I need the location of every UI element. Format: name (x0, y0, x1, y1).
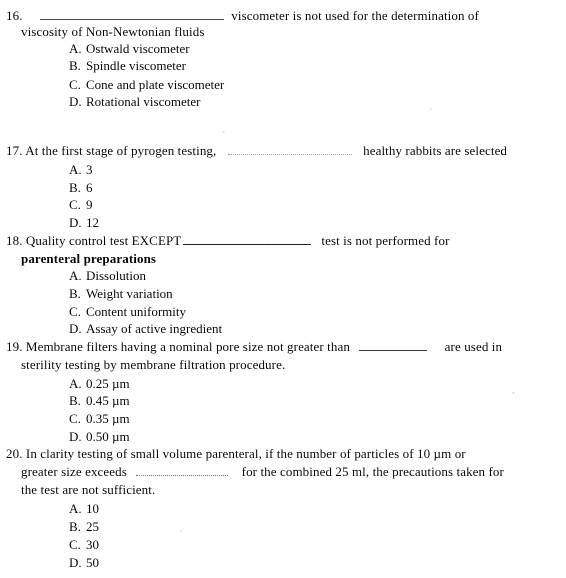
scan-speck (180, 530, 182, 532)
question-20-line-2 (21, 464, 504, 479)
answer-blank (359, 350, 427, 351)
option-letter: A. (69, 268, 82, 283)
question-stem-text: viscosity of Non-Newtonian fluids (21, 24, 205, 39)
option-letter: B. (69, 519, 81, 534)
option-b (69, 393, 130, 408)
question-17-line-1 (6, 143, 507, 158)
option-a (69, 501, 99, 516)
option-b (69, 519, 99, 534)
option-text: 12 (86, 215, 99, 230)
option-text: Cone and plate viscometer (86, 77, 225, 92)
answer-blank (228, 154, 352, 155)
question-stem-text: At the first stage of pyrogen testing, (25, 143, 217, 158)
option-letter: B. (69, 180, 81, 195)
option-letter: C. (69, 77, 81, 92)
scan-speck (430, 108, 432, 110)
option-text: 30 (86, 537, 99, 552)
option-text: 50 (86, 555, 99, 570)
option-letter: C. (69, 197, 81, 212)
option-a (69, 268, 146, 283)
question-number: 20. (6, 446, 23, 461)
option-letter: C. (69, 411, 81, 426)
question-stem-text: parenteral preparations (21, 251, 157, 266)
question-20-line-1 (6, 446, 466, 461)
option-text: 0.25 µm (86, 376, 130, 391)
option-text: 10 (86, 501, 99, 516)
option-letter: A. (69, 162, 82, 177)
question-18-line-2 (21, 251, 156, 266)
scan-speck (512, 392, 515, 394)
question-stem-text: for the combined 25 ml, the precautions taken for (241, 464, 504, 479)
question-number: 17. (6, 143, 23, 158)
option-letter: B. (69, 393, 81, 408)
option-d (69, 429, 130, 444)
question-stem-text: the test are not sufficient. (21, 482, 156, 497)
option-letter: A. (69, 41, 82, 56)
option-text: 9 (86, 197, 93, 212)
option-c (69, 77, 224, 92)
option-d (69, 555, 99, 570)
question-stem-text: are used in (444, 339, 503, 354)
question-stem-text: viscometer is not used for the determination of (231, 8, 479, 23)
question-18-line-1 (6, 233, 450, 248)
answer-blank (40, 19, 224, 20)
option-letter: C. (69, 304, 81, 319)
option-text: 0.50 µm (86, 429, 130, 444)
option-b (69, 58, 186, 73)
question-stem-text: test is not performed for (321, 233, 450, 248)
option-letter: B. (69, 286, 81, 301)
question-16-line-1 (6, 8, 479, 23)
option-text: Spindle viscometer (86, 58, 187, 73)
option-letter: A. (69, 376, 82, 391)
option-letter: D. (69, 215, 82, 230)
answer-blank (136, 475, 228, 476)
option-text: Assay of active ingredient (86, 321, 223, 336)
option-text: 25 (86, 519, 99, 534)
question-stem-text: sterility testing by membrane filtration procedure. (21, 357, 286, 372)
option-a (69, 41, 190, 56)
option-text: Rotational viscometer (86, 94, 201, 109)
option-d (69, 321, 222, 336)
option-text: 3 (86, 162, 93, 177)
option-text: Ostwald viscometer (86, 41, 190, 56)
option-text: 6 (86, 180, 93, 195)
question-number: 19. (6, 339, 23, 354)
option-b (69, 286, 173, 301)
answer-blank (183, 244, 311, 245)
option-letter: C. (69, 537, 81, 552)
option-text: Weight variation (86, 286, 173, 301)
question-20-line-3 (21, 482, 155, 497)
option-text: Dissolution (86, 268, 146, 283)
scan-speck (268, 245, 270, 246)
option-c (69, 304, 186, 319)
question-stem-text: Quality control test EXCEPT (25, 233, 182, 248)
option-letter: A. (69, 501, 82, 516)
option-text: Content uniformity (86, 304, 187, 319)
question-19-line-2 (21, 357, 285, 372)
option-letter: B. (69, 58, 81, 73)
question-number: 18. (6, 233, 23, 248)
question-number: 16. (6, 8, 23, 23)
question-stem-text: healthy rabbits are selected (363, 143, 508, 158)
option-text: 0.35 µm (86, 411, 130, 426)
option-b (69, 180, 93, 195)
option-letter: D. (69, 555, 82, 570)
option-letter: D. (69, 321, 82, 336)
option-a (69, 162, 93, 177)
option-c (69, 537, 99, 552)
option-c (69, 411, 130, 426)
option-letter: D. (69, 94, 82, 109)
question-16-line-2 (21, 24, 204, 39)
scan-speck (222, 131, 225, 133)
option-text: 0.45 µm (86, 393, 130, 408)
question-stem-text: In clarity testing of small volume parenteral, if the number of particles of 10 µm or (25, 446, 466, 461)
option-d (69, 94, 200, 109)
option-d (69, 215, 99, 230)
option-c (69, 197, 93, 212)
option-letter: D. (69, 429, 82, 444)
question-stem-text: Membrane filters having a nominal pore size not greater than (25, 339, 350, 354)
question-stem-text: greater size exceeds (21, 464, 127, 479)
question-19-line-1 (6, 339, 502, 354)
option-a (69, 376, 130, 391)
